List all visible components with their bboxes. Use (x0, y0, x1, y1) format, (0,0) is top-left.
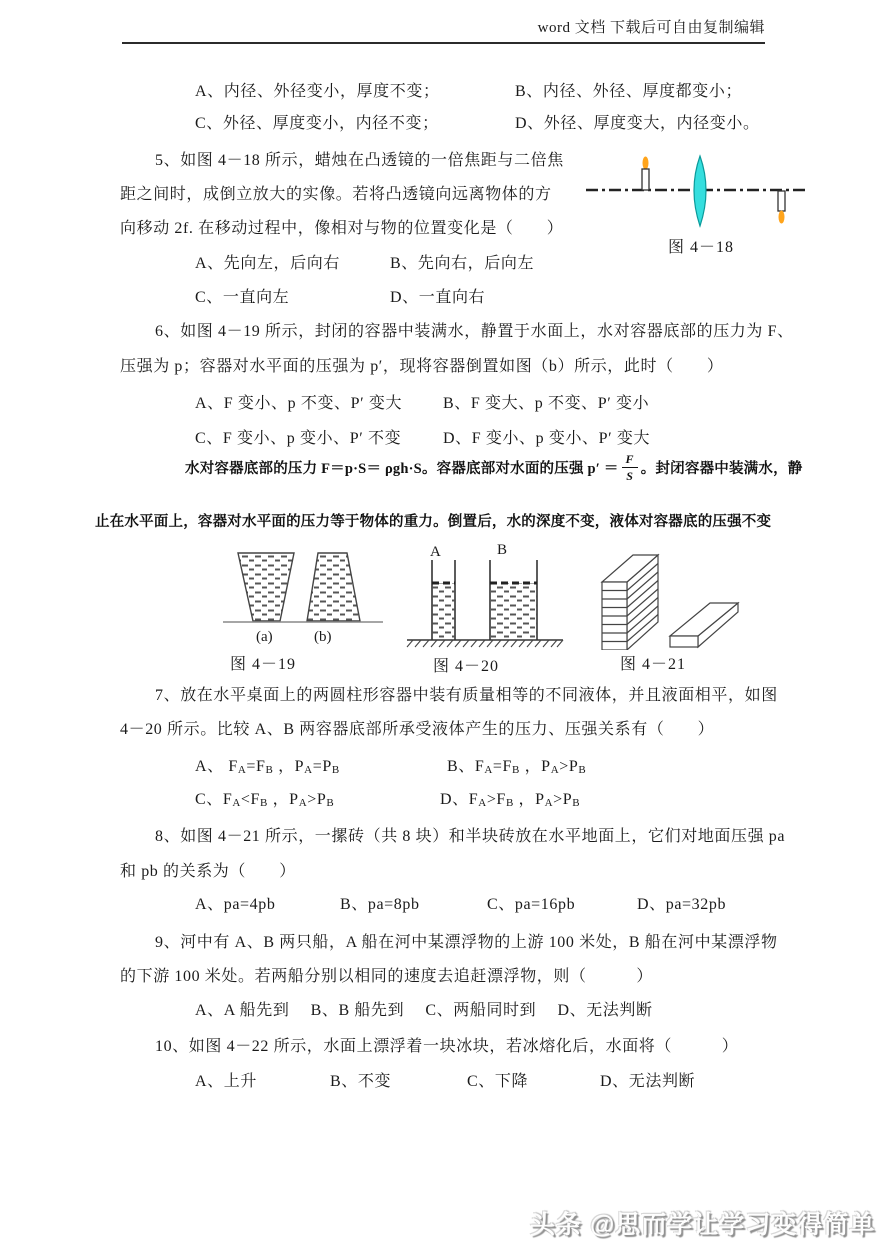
q6-line-1: 6、如图 4－19 所示，封闭的容器中装满水，静置于水面上，水对容器底部的压力为 F、 (155, 323, 794, 340)
fraction-numerator: F (622, 453, 638, 468)
q8-option-d: D、pa=32pb (637, 896, 727, 913)
q10-option-b: B、不变 (330, 1073, 392, 1090)
q10-option-a: A、上升 (195, 1073, 257, 1090)
figure-4-19-caption: 图 4－19 (230, 656, 297, 673)
figure-4-19-label-b: (b) (314, 629, 332, 645)
container-b-shape (307, 553, 360, 621)
image-candle-flame-icon (779, 211, 785, 224)
q10-line-1: 10、如图 4－22 所示，水面上漂浮着一块冰块，若冰熔化后，水面将（ ） (155, 1038, 739, 1055)
explanation-line-1-pre: 水对容器底部的压力 F＝p·S＝ ρgh·S。容器底部对水面的压强 p′ ＝ (185, 460, 619, 477)
q5-option-a: A、先向左，后向右 (195, 255, 340, 272)
figure-4-20-label-a: A (430, 544, 441, 560)
q7-option-b: B、FA=FB ，PA>PB (447, 758, 587, 776)
q5-option-d: D、一直向右 (390, 289, 486, 306)
footer-watermark: 头条 @思而学让学习变得简单 (530, 1211, 876, 1239)
q5-line-2: 距之间时，成倒立放大的实像。若将凸透镜向远离物体的方 (120, 186, 552, 203)
q7-line-2: 4－20 所示。比较 A、B 两容器底部所承受液体产生的压力、压强关系有（ ） (120, 721, 715, 738)
q10-option-c: C、下降 (467, 1073, 529, 1090)
q5-option-b: B、先向右，后向左 (390, 255, 535, 272)
brick-stack (602, 555, 658, 650)
figure-4-19-label-a: (a) (256, 629, 273, 645)
figure-4-21-caption: 图 4－21 (620, 656, 687, 673)
q6-option-b: B、F 变大、p 不变、P′ 变小 (443, 395, 650, 412)
object-candle-flame-icon (643, 157, 649, 170)
figure-4-20-containers (405, 558, 570, 650)
fraction-F-over-S (622, 453, 638, 482)
header-note: word 文档 下载后可自由复制编辑 (537, 20, 765, 36)
figure-4-20-label-b: B (497, 542, 508, 558)
liquid-b (491, 583, 536, 640)
q5-line-1: 5、如图 4－18 所示，蜡烛在凸透镜的一倍焦距与二倍焦 (155, 152, 564, 169)
explanation-line-1-post: 。封闭容器中装满水，静 (640, 460, 803, 477)
q8-line-2: 和 pb 的关系为（ ） (120, 863, 296, 880)
ground-hatching (407, 640, 563, 647)
container-a-shape (238, 553, 294, 621)
explanation-line-1 (185, 450, 802, 484)
q9-line-1: 9、河中有 A、B 两只船，A 船在河中某漂浮物的上游 100 米处，B 船在河中某漂浮物 (155, 934, 778, 951)
image-candle (778, 191, 785, 211)
q7-line-1: 7、放在水平桌面上的两圆柱形容器中装有质量相等的不同液体，并且液面相平，如图 (155, 687, 778, 704)
q6-line-2: 压强为 p；容器对水平面的压强为 p′，现将容器倒置如图（b）所示，此时（ ） (120, 358, 724, 375)
q7-option-c: C、FA<FB ，PA>PB (195, 791, 335, 809)
q8-line-1: 8、如图 4－21 所示，一摞砖（共 8 块）和半块砖放在水平地面上，它们对地面压强 pa (155, 828, 786, 845)
figure-4-20-caption: 图 4－20 (433, 658, 500, 675)
liquid-a (433, 583, 454, 640)
convex-lens-icon (694, 156, 706, 226)
q6-option-d: D、F 变小、p 变小、P′ 变大 (443, 430, 651, 447)
explanation-line-2: 止在水平面上，容器对水平面的压力等于物体的重力。倒置后，水的深度不变，液体对容器底的压强不变 (95, 514, 772, 530)
figure-4-19-containers (215, 545, 390, 627)
q5-line-3: 向移动 2f. 在移动过程中，像相对与物的位置变化是（ ） (120, 220, 564, 237)
header-rule (122, 42, 765, 44)
single-half-brick (670, 603, 738, 647)
q9-options: A、A 船先到 B、B 船先到 C、两船同时到 D、无法判断 (195, 1002, 653, 1019)
figure-4-18-caption: 图 4－18 (668, 239, 735, 256)
q8-option-b: B、pa=8pb (340, 896, 420, 913)
q4-option-b: B、内径、外径、厚度都变小； (515, 83, 743, 100)
q8-option-c: C、pa=16pb (487, 896, 576, 913)
figure-4-21-bricks (595, 548, 745, 650)
q7-option-a: A、 FA=FB ，PA=PB (195, 758, 340, 776)
fraction-denominator: S (626, 468, 634, 483)
q5-option-c: C、一直向左 (195, 289, 290, 306)
q8-option-a: A、pa=4pb (195, 896, 276, 913)
object-candle (642, 169, 649, 190)
q7-option-d: D、FA>FB ，PA>PB (440, 791, 581, 809)
q6-option-c: C、F 变小、p 变小、P′ 不变 (195, 430, 402, 447)
q6-option-a: A、F 变小、p 不变、P′ 变大 (195, 395, 403, 412)
q4-option-d: D、外径、厚度变大，内径变小。 (515, 115, 760, 132)
q4-option-a: A、内径、外径变小，厚度不变； (195, 83, 440, 100)
q10-option-d: D、无法判断 (600, 1073, 696, 1090)
q9-line-2: 的下游 100 米处。若两船分别以相同的速度去追赶漂浮物，则（ ） (120, 968, 654, 985)
q4-option-c: C、外径、厚度变小，内径不变； (195, 115, 439, 132)
figure-4-18-lens-diagram (582, 150, 810, 242)
